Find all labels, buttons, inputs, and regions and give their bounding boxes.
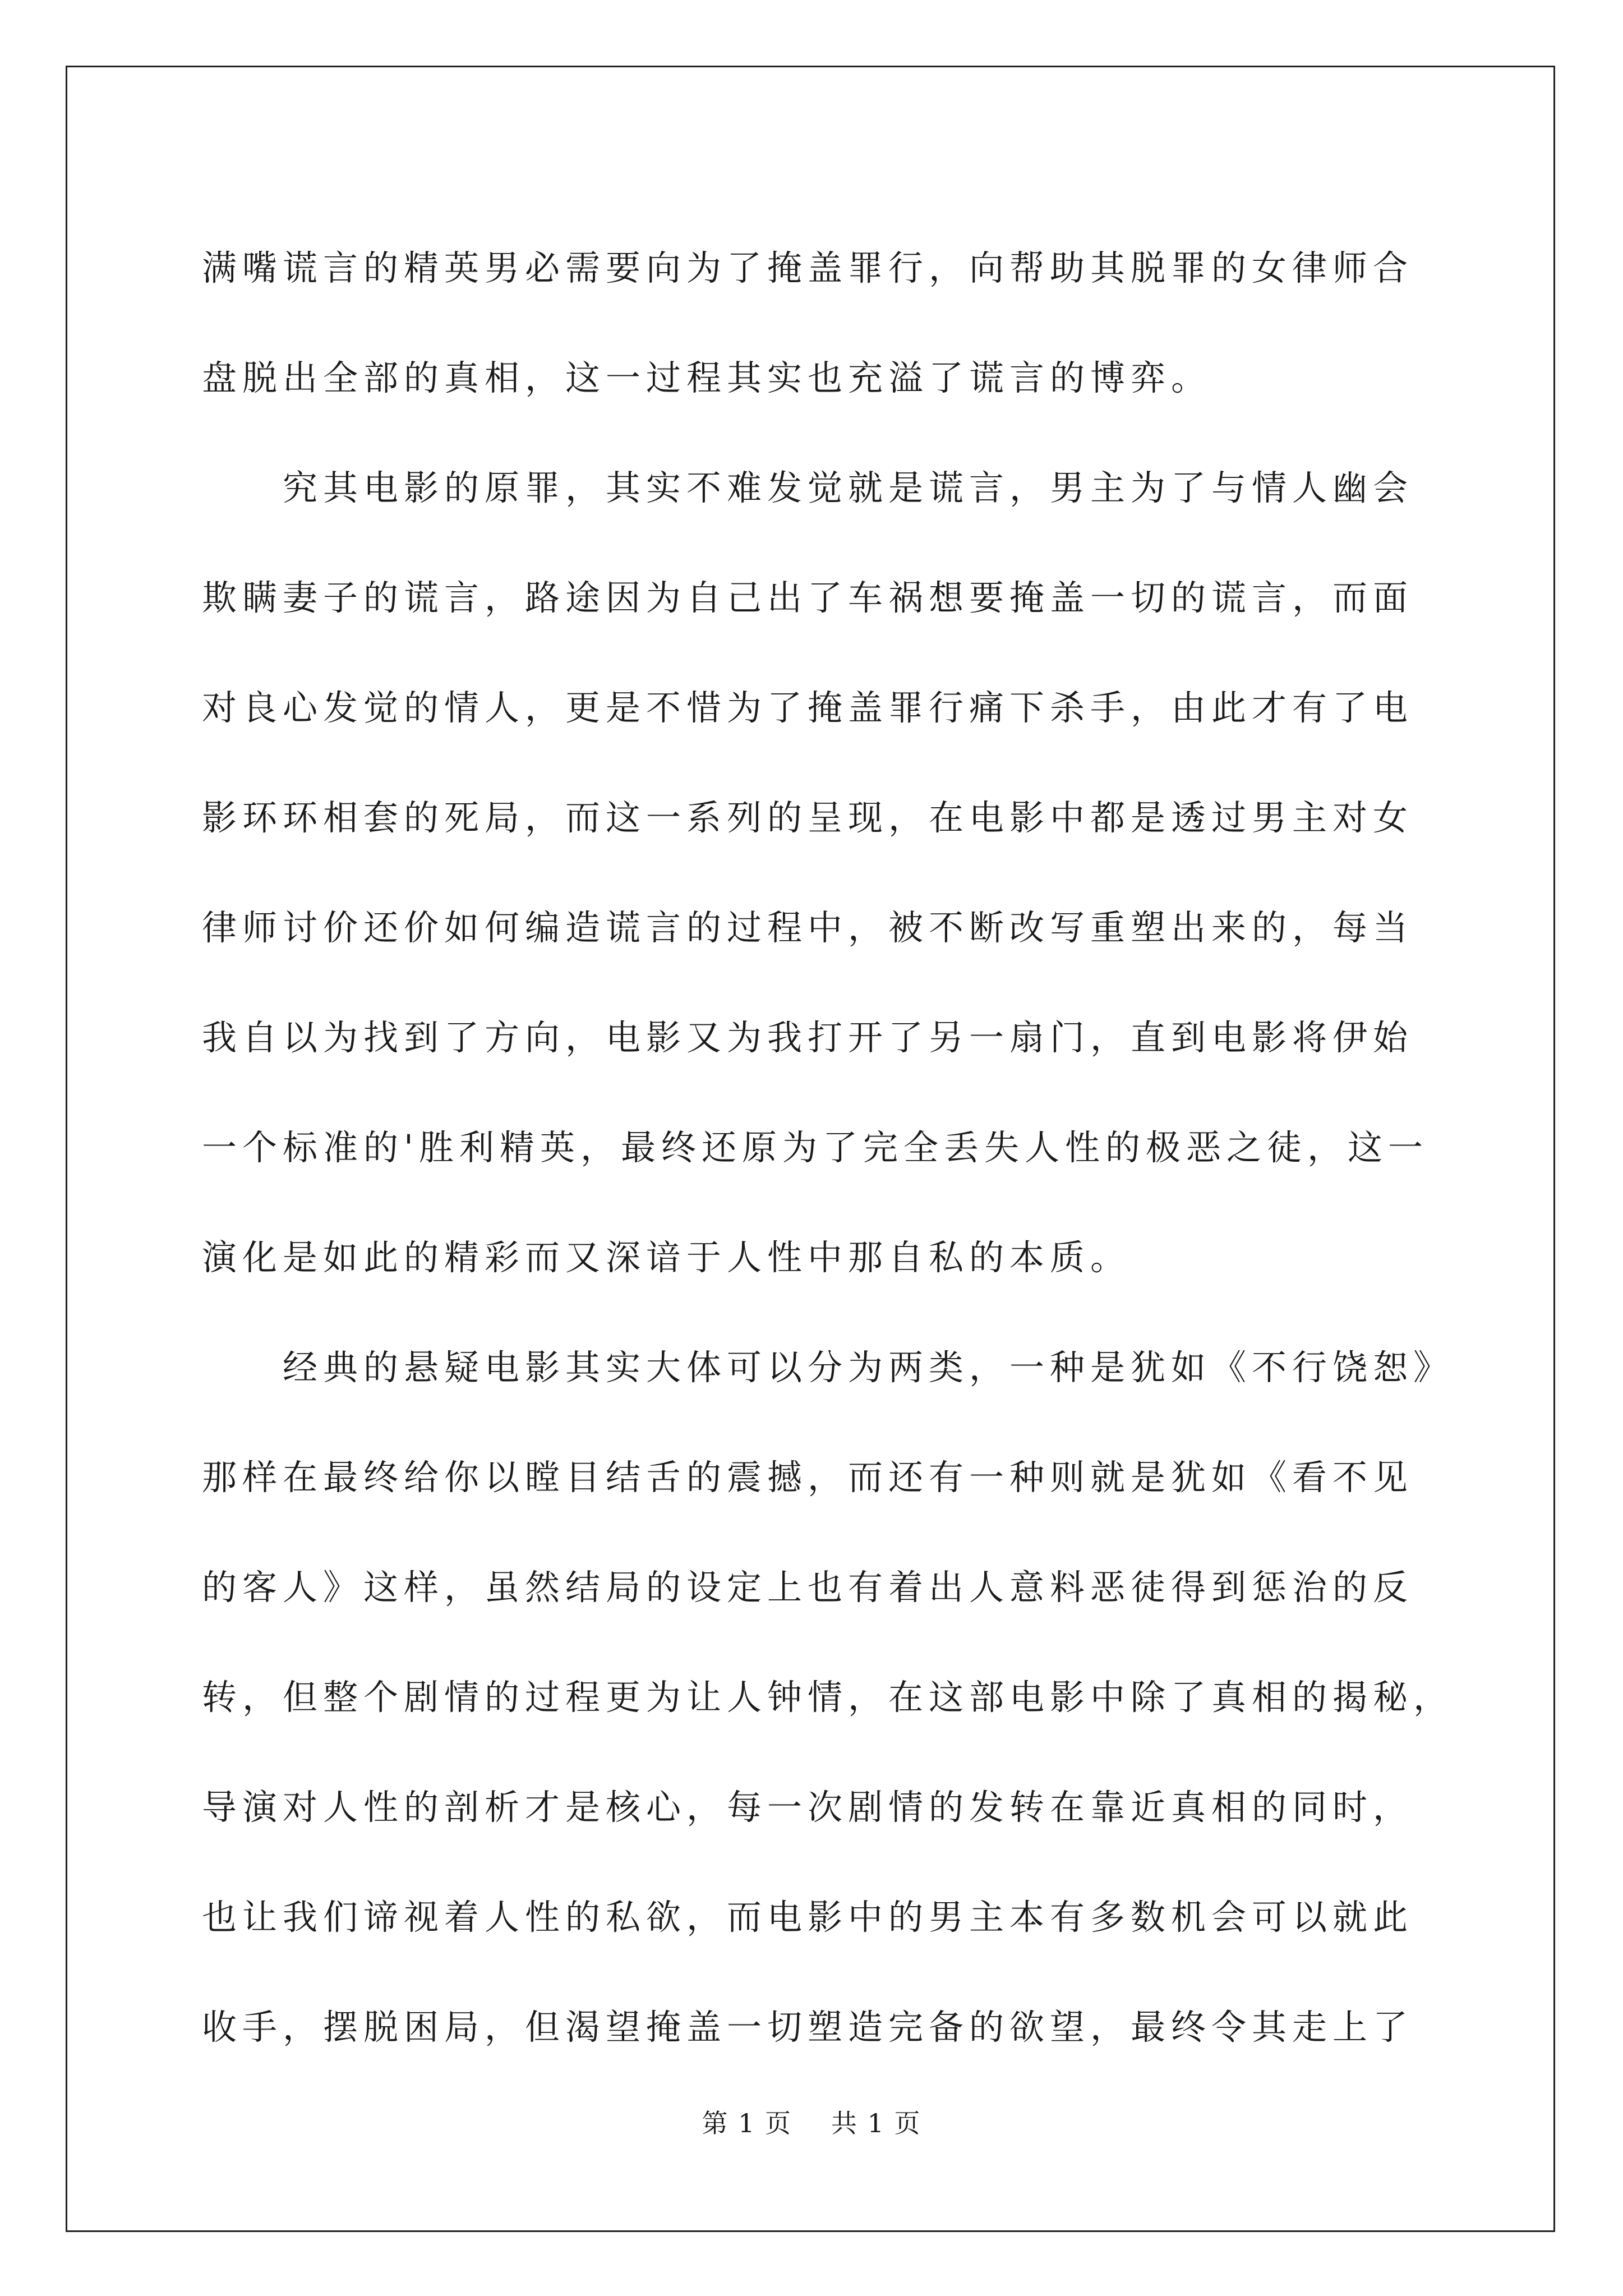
text-line: 满嘴谎言的精英男必需要向为了掩盖罪行，向帮助其脱罪的女律师合 [202, 247, 1414, 288]
text-line: 对良心发觉的情人，更是不惜为了掩盖罪行痛下杀手，由此才有了电 [202, 687, 1414, 728]
text-line: 我自以为找到了方向，电影又为我打开了另一扇门，直到电影将伊始 [202, 1017, 1414, 1058]
text-line: 转，但整个剧情的过程更为让人钟情，在这部电影中除了真相的揭秘， [202, 1677, 1454, 1718]
text-line: 影环环相套的死局，而这一系列的呈现，在电影中都是透过男主对女 [202, 797, 1414, 838]
text-line: 那样在最终给你以瞠目结舌的震撼，而还有一种则就是犹如《看不见 [202, 1457, 1414, 1498]
text-line: 一个标准的'胜利精英，最终还原为了完全丢失人性的极恶之徒，这一 [202, 1127, 1429, 1168]
text-line: 律师讨价还价如何编造谎言的过程中，被不断改写重塑出来的，每当 [202, 907, 1414, 948]
text-line: 经典的悬疑电影其实大体可以分为两类，一种是犹如《不行饶恕》 [202, 1347, 1454, 1388]
text-line: 演化是如此的精彩而又深谙于人性中那自私的本质。 [202, 1237, 1131, 1278]
text-line: 的客人》这样，虽然结局的设定上也有着出人意料恶徒得到惩治的反 [202, 1567, 1414, 1608]
text-line: 盘脱出全部的真相，这一过程其实也充溢了谎言的博弈。 [202, 357, 1212, 398]
text-line: 收手，摆脱困局，但渴望掩盖一切塑造完备的欲望，最终令其走上了 [202, 2007, 1414, 2047]
text-line: 究其电影的原罪，其实不难发觉就是谎言，男主为了与情人幽会 [202, 467, 1414, 508]
text-line: 欺瞒妻子的谎言，路途因为自己出了车祸想要掩盖一切的谎言，而面 [202, 577, 1414, 618]
page-number-total: 共 1 页 [831, 2108, 921, 2138]
page-number-current: 第 1 页 [702, 2108, 792, 2138]
document-body [202, 213, 1454, 2082]
page-footer [0, 2106, 1623, 2140]
text-line: 也让我们谛视着人性的私欲，而电影中的男主本有多数机会可以就此 [202, 1897, 1414, 1938]
text-line: 导演对人性的剖析才是核心，每一次剧情的发转在靠近真相的同时， [202, 1787, 1414, 1828]
